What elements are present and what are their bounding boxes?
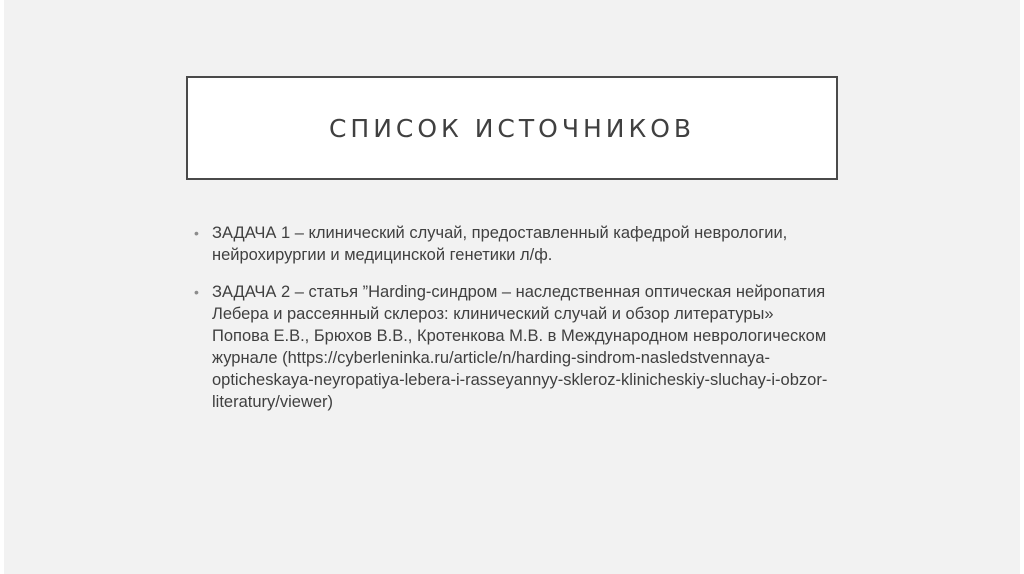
bullet-icon: • <box>194 225 199 241</box>
bullet-list <box>194 222 834 428</box>
bullet-item-1 <box>194 222 834 266</box>
bullet-text: ЗАДАЧА 1 – клинический случай, предоставленный кафедрой неврологии, нейрохирургии и медицинской генетики л/ф. <box>212 224 788 264</box>
slide-title: СПИСОК ИСТОЧНИКОВ <box>328 113 696 143</box>
bullet-text: ЗАДАЧА 2 – статья ”Harding-синдром – наследственная оптическая нейропатия Лебера и рассеянный склероз: клинический случай и обзор литературы» Попова Е.В., Брюхов В.В., Кротенкова М.В. в Международном неврологическом журнале (https://cyberleninka.ru/article/n/harding-sindrom-nasledstvennaya-opticheskaya-neyropatiya-lebera-i-rasseyannyy-skleroz-klinicheskiy-sluchay-i-obzor-literatury/viewer) <box>212 283 828 411</box>
bullet-item-2 <box>194 281 834 413</box>
bullet-icon: • <box>194 284 199 300</box>
title-box <box>186 76 838 180</box>
slide <box>4 0 1020 574</box>
